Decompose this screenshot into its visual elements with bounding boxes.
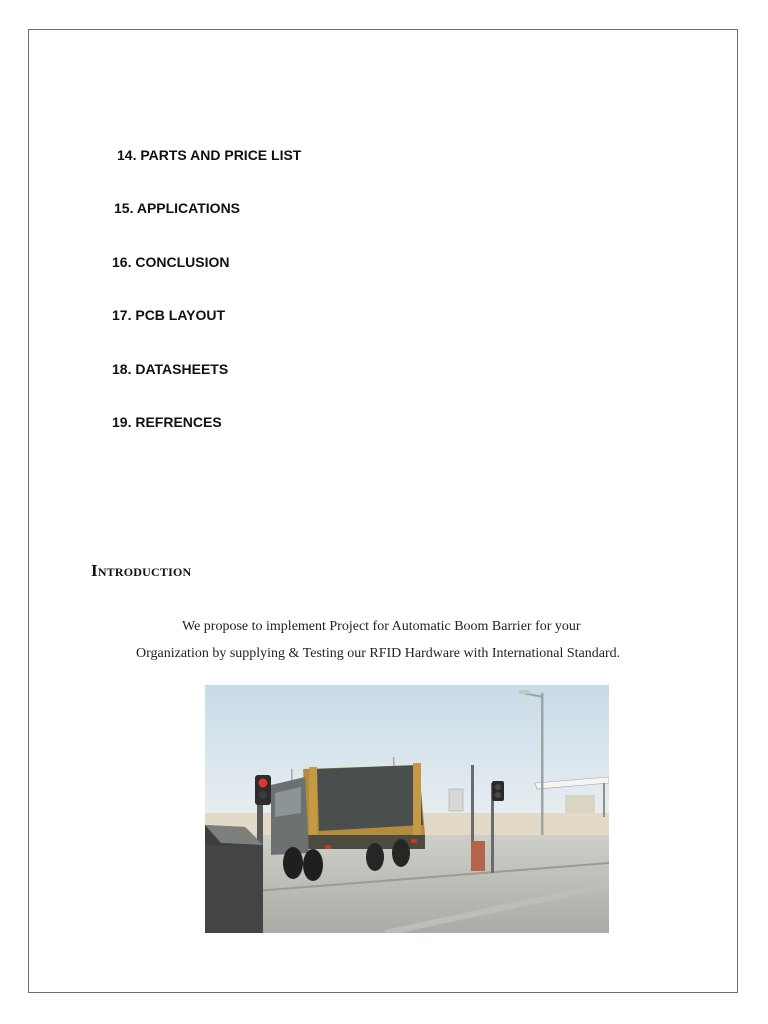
toc-item-parts-and-price-list: 14. PARTS AND PRICE LIST [117, 147, 302, 163]
intro-paragraph-line-1: We propose to implement Project for Automatic Boom Barrier for your [182, 619, 581, 634]
boom-barrier-photo [205, 685, 609, 933]
intro-paragraph-line-2: Organization by supplying & Testing our RFID Hardware with International Standard. [136, 646, 621, 661]
toc-item-pcb-layout: 17. PCB LAYOUT [112, 307, 226, 323]
toc-item-datasheets: 18. DATASHEETS [112, 361, 229, 377]
toc-item-conclusion: 16. CONCLUSION [112, 254, 230, 270]
toc-item-applications: 15. APPLICATIONS [114, 200, 241, 216]
toc-item-refrences: 19. REFRENCES [112, 414, 222, 430]
introduction-heading: Introduction [91, 561, 192, 580]
